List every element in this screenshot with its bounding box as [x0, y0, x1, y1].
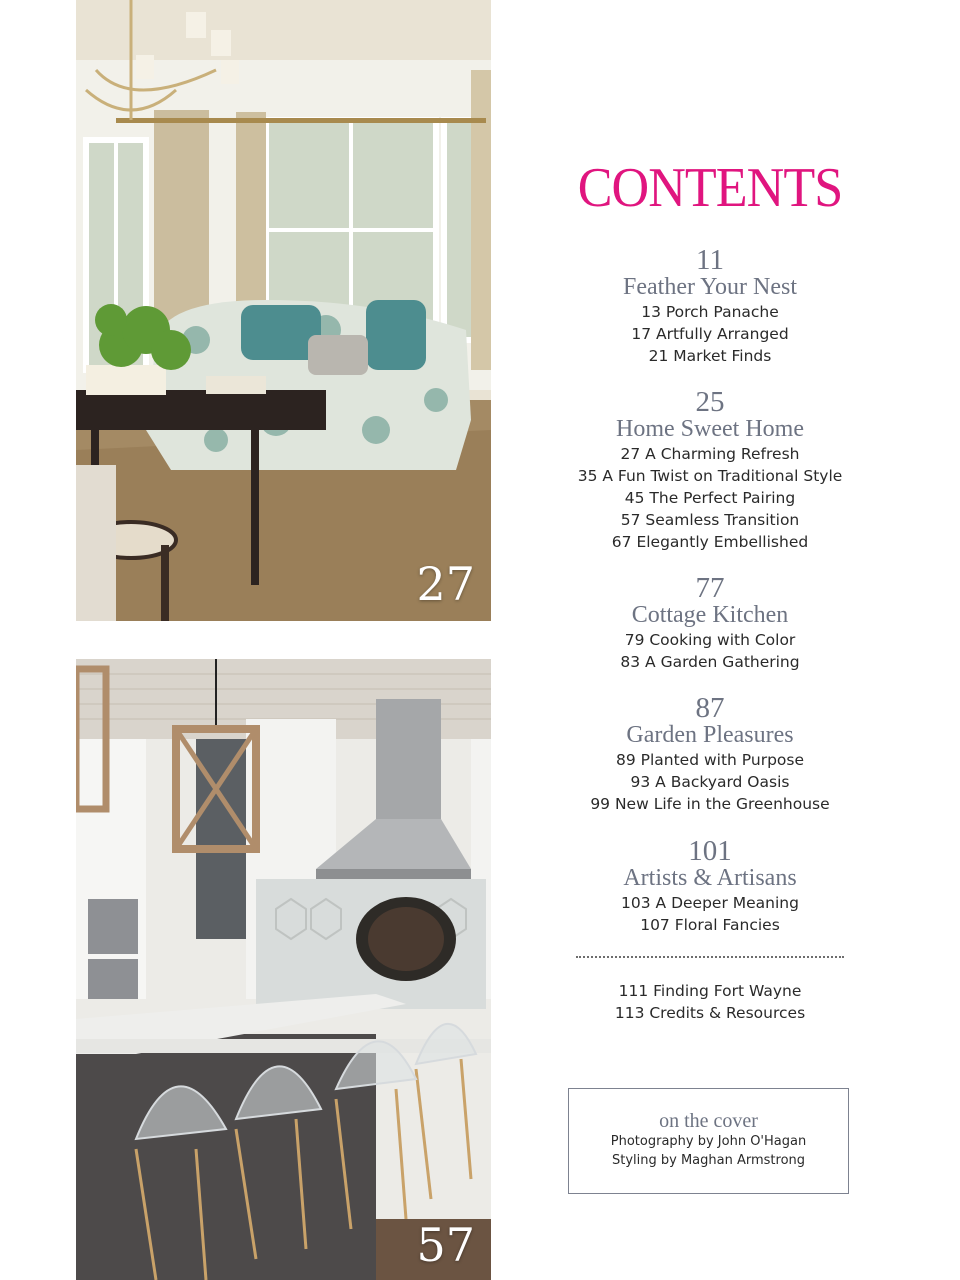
section-page-number: 101	[688, 835, 732, 867]
list-item[interactable]: 99 New Life in the Greenhouse	[590, 795, 830, 813]
cover-credits-title: on the cover	[659, 1110, 758, 1132]
list-item[interactable]: 13 Porch Panache	[641, 303, 779, 321]
list-item[interactable]: 79 Cooking with Color	[624, 631, 796, 649]
section-title: Home Sweet Home	[616, 416, 804, 442]
photography-credit: Photography by John O'Hagan	[610, 1134, 807, 1149]
list-item[interactable]: 111 Finding Fort Wayne	[618, 982, 802, 1000]
list-item[interactable]: 27 A Charming Refresh	[620, 445, 800, 463]
list-item[interactable]: 93 A Backyard Oasis	[630, 773, 790, 791]
section-page-number: 11	[696, 244, 724, 276]
section-title: Artists & Artisans	[623, 865, 797, 891]
section-home-sweet-home[interactable]	[540, 386, 880, 553]
cover-credits-box	[568, 1088, 849, 1194]
section-page-number: 77	[695, 572, 725, 604]
list-item[interactable]: 83 A Garden Gathering	[620, 653, 800, 671]
list-item[interactable]: 89 Planted with Purpose	[615, 751, 805, 769]
section-title: Cottage Kitchen	[631, 602, 789, 628]
page-ref-number: 27	[416, 557, 475, 611]
section-garden-pleasures[interactable]	[540, 692, 880, 815]
list-item[interactable]: 67 Elegantly Embellished	[611, 533, 809, 551]
section-page-number: 25	[695, 386, 725, 418]
styling-credit: Styling by Maghan Armstrong	[611, 1153, 806, 1168]
kitchen-photo	[76, 659, 491, 1280]
list-item[interactable]: 57 Seamless Transition	[620, 511, 800, 529]
living-room-photo	[76, 0, 491, 621]
list-item[interactable]: 113 Credits & Resources	[614, 1004, 806, 1022]
list-item[interactable]: 35 A Fun Twist on Traditional Style	[577, 467, 843, 485]
section-page-number: 87	[695, 692, 725, 724]
contents-heading: CONTENTS	[577, 157, 843, 219]
section-cottage-kitchen[interactable]	[540, 572, 880, 673]
extra-items	[540, 980, 880, 1024]
list-item[interactable]: 21 Market Finds	[648, 347, 772, 365]
list-item[interactable]: 103 A Deeper Meaning	[621, 894, 799, 912]
section-title: Feather Your Nest	[623, 274, 797, 300]
dotted-divider	[576, 956, 844, 958]
list-item[interactable]: 107 Floral Fancies	[640, 916, 780, 934]
section-feather-your-nest[interactable]	[540, 244, 880, 367]
section-artists-and-artisans[interactable]	[540, 835, 880, 936]
list-item[interactable]: 17 Artfully Arranged	[631, 325, 789, 343]
page-ref-number: 57	[416, 1218, 475, 1272]
list-item[interactable]: 45 The Perfect Pairing	[624, 489, 796, 507]
section-title: Garden Pleasures	[626, 722, 794, 748]
